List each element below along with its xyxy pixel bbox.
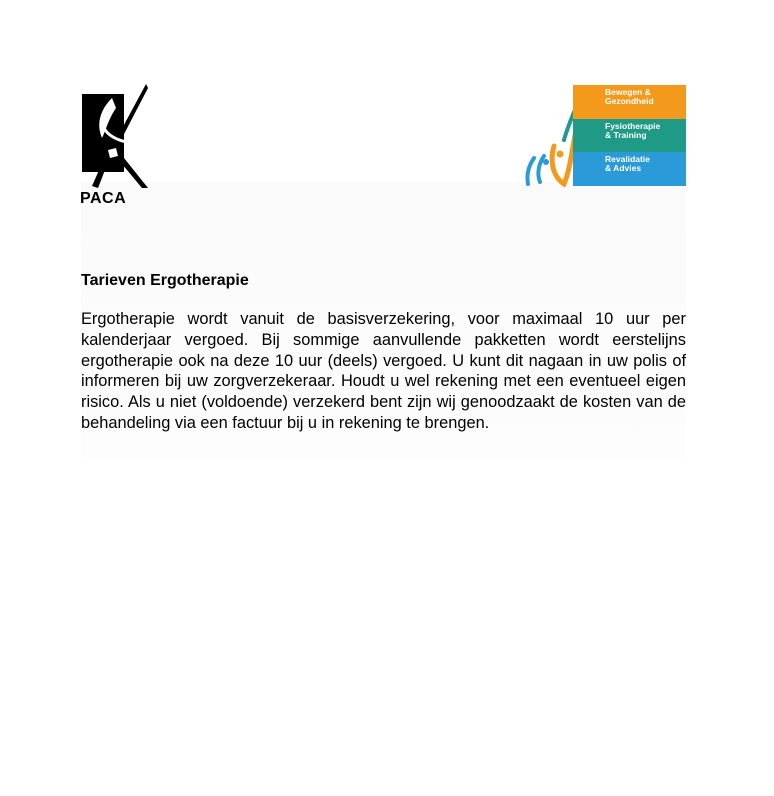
figure-swoosh-icon bbox=[524, 110, 576, 187]
paca-logo-text: PACA bbox=[80, 190, 127, 207]
body-paragraph: Ergotherapie wordt vanuit de basisverzekering, voor maximaal 10 uur per kalenderjaar vergoed. Bij sommige aanvullende pakketten wordt eerstelijns ergotherapie ook na deze 10 uur (deels) vergoed. U kunt dit nagaan in uw polis of informeren bij uw zorgverzekeraar. Houdt u wel rekening met een eventueel eigen risico. Als u niet (voldoende) verzekerd bent zijn wij genoodzaakt de kosten van de behandeling via een factuur bij u in rekening te brengen. bbox=[81, 310, 686, 432]
paca-logo-mark-icon bbox=[82, 84, 148, 188]
bar-line: Bewegen & bbox=[605, 87, 651, 97]
bar-revalidatie-advies bbox=[573, 152, 686, 186]
bar-line: & Advies bbox=[605, 163, 642, 173]
bar-bewegen-gezondheid bbox=[573, 85, 686, 119]
bar-fysiotherapie-training bbox=[573, 119, 686, 152]
partner-logo-bars bbox=[573, 85, 686, 186]
bar-line: Gezondheid bbox=[605, 96, 654, 106]
bar-line: & Training bbox=[605, 130, 647, 140]
section-heading: Tarieven Ergotherapie bbox=[81, 272, 249, 289]
bar-line: Fysiotherapie bbox=[605, 121, 661, 131]
partner-logo bbox=[524, 85, 686, 187]
paca-logo bbox=[80, 84, 150, 209]
bar-line: Revalidatie bbox=[605, 154, 650, 164]
